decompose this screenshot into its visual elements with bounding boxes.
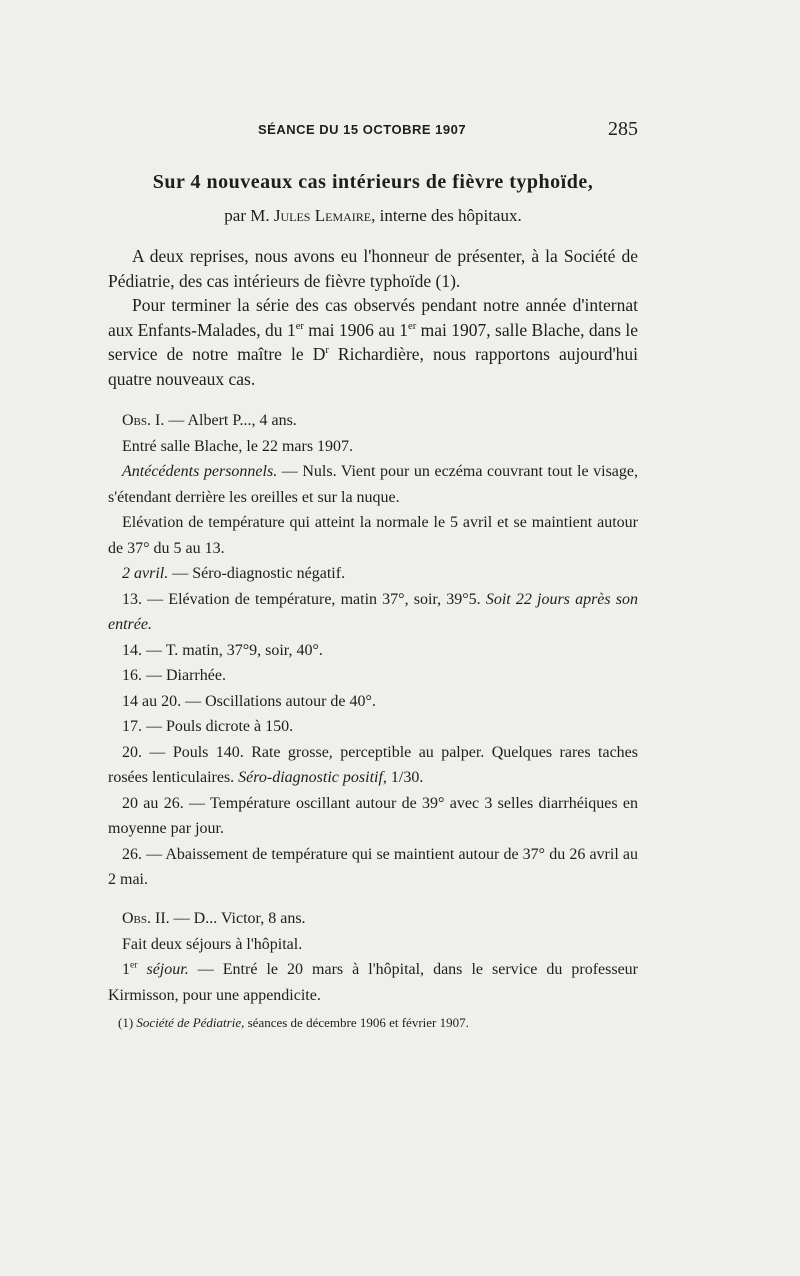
obs1-day-17: 17. — Pouls dicrote à 150. — [122, 718, 294, 735]
obs2-header — [108, 906, 638, 932]
obs1-day-13 — [108, 587, 638, 638]
running-head — [108, 118, 638, 148]
obs2-label: Obs. II. — [122, 910, 170, 927]
obs1-day-16: 16. — Diarrhée. — [122, 667, 226, 684]
byline-prefix: par M. — [224, 206, 270, 225]
observation-2 — [108, 906, 638, 1008]
day2-label: 2 avril. — [122, 565, 169, 582]
obs1-patient: — Albert P..., 4 ans. — [164, 412, 297, 429]
obs1-day-2 — [108, 561, 638, 587]
obs1-day-14-20: 14 au 20. — Oscillations autour de 40°. — [122, 692, 376, 710]
sejour-text: — Entré le 20 mars à l'hôpital, dans le service du professeur Kirmisson, pour une appendicite. — [108, 961, 639, 1004]
sejour-label: séjour. — [137, 961, 189, 978]
antecedents-text: — Nuls. Vient pour un eczéma couvrant tout le visage, s'étendant derrière les oreilles et sur la nuque. — [108, 463, 639, 506]
superscript: er — [408, 320, 417, 332]
obs1-antecedents — [108, 459, 638, 510]
byline — [108, 206, 638, 226]
intro-p2-part: mai 1907, salle Blache, dans le service de notre maître le D — [108, 319, 639, 365]
day13-italic: Soit 22 jours après son entrée. — [108, 590, 639, 633]
antecedents-label: Antécédents personnels. — [122, 463, 278, 480]
obs2-first-stay — [108, 957, 638, 1008]
day2-text: — Séro-diagnostic négatif. — [168, 565, 346, 582]
day20-text: 20. — Pouls 140. Rate grosse, perceptible au palper. Quelques rares taches rosées lenticulaires. — [108, 743, 638, 786]
page-number: 285 — [608, 118, 638, 140]
superscript: er — [130, 959, 138, 971]
footnote-marker: (1) — [118, 1015, 134, 1030]
footnote — [118, 1014, 638, 1032]
article-title: Sur 4 nouveaux cas intérieurs de fièvre typhoïde, — [152, 171, 594, 193]
intro-p2-part: Richardière, nous rapportons aujourd'hui quatre nouveaux cas. — [108, 344, 638, 389]
footnote-text: , séances de décembre 1906 et février 1907. — [241, 1015, 469, 1030]
day20-italic: Séro-diagnostic positif — [238, 769, 383, 786]
obs1-header — [108, 408, 638, 434]
observation-1 — [108, 408, 638, 893]
obs1-day-26: 26. — Abaissement de température qui se maintient autour de 37° du 26 avril au 2 mai. — [108, 845, 638, 888]
intro-paragraph-1: A deux reprises, nous avons eu l'honneur de présenter, à la Société de Pédiatrie, des cas intérieurs de fièvre typhoïde (1). — [108, 246, 638, 291]
intro-p2-part: Pour terminer la série des cas observés pendant notre année d'internat aux Enfants-Malades, du 1 — [108, 295, 638, 340]
day20-end: , 1/30. — [382, 769, 424, 786]
obs1-day-20 — [108, 740, 638, 791]
obs1-entry: Entré salle Blache, le 22 mars 1907. — [122, 437, 354, 455]
intro-paragraph-2 — [108, 293, 638, 391]
author-name: Jules Lemaire — [273, 206, 372, 225]
obs1-elevation: Elévation de température qui atteint la normale le 5 avril et se maintient autour de 37° du 5 au 13. — [108, 514, 638, 557]
intro-p2-part: mai 1906 au 1 — [303, 319, 409, 340]
obs2-patient: — D... Victor, 8 ans. — [169, 910, 306, 927]
obs1-day-14: 14. — T. matin, 37°9, soir, 40°. — [122, 641, 323, 659]
day13-text: 13. — Elévation de température, matin 37°, soir, 39°5. — [122, 590, 486, 608]
byline-suffix: , interne des hôpitaux. — [371, 206, 522, 225]
running-title: SÉANCE DU 15 OCTOBRE 1907 — [258, 122, 467, 137]
obs2-stays: Fait deux séjours à l'hôpital. — [122, 935, 303, 953]
superscript: r — [325, 345, 329, 357]
sejour-number: 1 — [122, 961, 130, 978]
intro-text — [108, 244, 638, 392]
footnote-italic: Société de Pédiatrie — [136, 1015, 242, 1030]
superscript: er — [295, 320, 304, 332]
obs1-label: Obs. I. — [122, 412, 165, 429]
obs1-day-20-26: 20 au 26. — Température oscillant autour de 39° avec 3 selles diarrhéiques en moyenne par jour. — [108, 794, 638, 837]
